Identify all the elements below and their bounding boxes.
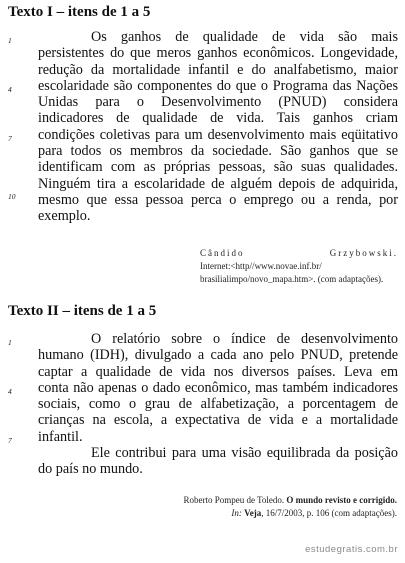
source-line-1	[97, 494, 397, 507]
text-line: redução da mortalidade infantil e do analfabetismo, maior	[38, 61, 398, 78]
line-number: 1	[8, 36, 12, 45]
text-line: conta não apenas o dado econômico, mas também indicadores	[38, 379, 398, 396]
line-number: 7	[8, 134, 12, 143]
text-line: infantil.	[38, 428, 83, 445]
texto2-source	[97, 494, 397, 520]
text-line: Os ganhos de qualidade de vida são mais	[91, 29, 398, 45]
texto1-title: Texto I – itens de 1 a 5	[8, 4, 151, 20]
line-number: 4	[8, 85, 12, 94]
text-line: humano (IDH), divulgado a cada ano pelo PNUD, pretende	[38, 347, 398, 364]
line-number: 1	[8, 338, 12, 347]
source-in: In:	[231, 508, 242, 518]
text-line: persistentes do que meros ganhos econômicos. Longevidade,	[38, 45, 398, 62]
line-number: 7	[8, 436, 12, 445]
text-line: crianças na escola, a expectativa de vida e a mortalidade	[38, 412, 398, 429]
source-line-2	[97, 507, 397, 520]
text-line: exemplo.	[38, 208, 91, 225]
texto1-source	[200, 247, 398, 286]
text-line: Ele contribui para uma visão equilibrada da posição	[91, 445, 398, 462]
text-line: identificam com as próprias pessoas, são suas qualidades.	[38, 159, 398, 176]
watermark: estudegratis.com.br	[305, 544, 398, 555]
text-line: Ninguém tira a escolaridade de alguém depois de adquirida,	[38, 175, 398, 192]
source-title: O mundo revisto e corrigido.	[286, 495, 397, 505]
line-number: 4	[8, 387, 12, 396]
line-number: 10	[8, 192, 16, 201]
text-line: mesmo que essa pessoa perca o emprego ou a renda, por	[38, 191, 398, 208]
text-line: sociais, como o grau de alfabetização, a porcentagem de	[38, 396, 398, 413]
texto1-body	[38, 29, 398, 225]
text-line: do país no mundo.	[38, 461, 143, 478]
text-line: indicadores de qualidade de vida. Tais ganhos criam	[38, 110, 398, 127]
text-line: para todos os membros da sociedade. São ganhos que se	[38, 143, 398, 160]
texto2-body	[38, 331, 398, 478]
text-line: escolaridade são componentes do que o Programa das Nações	[38, 77, 398, 94]
source-url: Internet:<http//www.novae.inf.br/	[200, 261, 322, 271]
source-author: Cândido Grzybowski.	[200, 248, 398, 258]
text-line: condições coletivas para um desenvolvimento mais eqüitativo	[38, 126, 398, 143]
source-publication: Veja	[244, 508, 262, 518]
source-author: Roberto Pompeu de Toledo.	[183, 495, 285, 505]
text-line: captar a qualidade de vida nos diversos países. Leva em	[38, 363, 398, 380]
text-line: O relatório sobre o índice de desenvolvimento	[91, 331, 398, 347]
text-line: Unidas para o Desenvolvimento (PNUD) considera	[38, 94, 398, 111]
texto2-title: Texto II – itens de 1 a 5	[8, 303, 157, 319]
source-details: , 16/7/2003, p. 106 (com adaptações).	[261, 508, 397, 518]
source-url-rest: brasilialimpo/novo_mapa.htm>. (com adaptações).	[200, 274, 384, 284]
